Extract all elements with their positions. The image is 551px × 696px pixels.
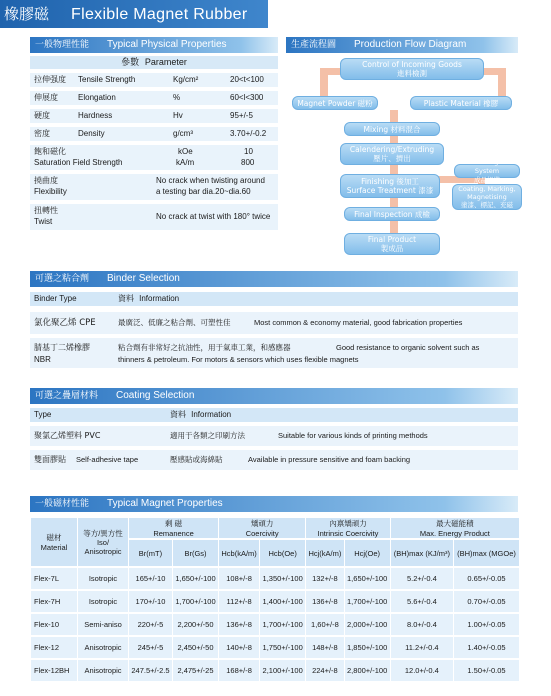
energy-cn: 最大磁能積 (436, 519, 474, 528)
table-cell: 220+/-5 (129, 614, 172, 635)
col-material (31, 518, 77, 566)
calendering-cn: 壓片、擠出 (373, 154, 411, 163)
magnet-head-cn: 一般磁材性能 (35, 499, 90, 509)
subheader-cell: (BH)max (MGOe) (454, 540, 519, 566)
title-cn: 橡膠磁 (4, 5, 50, 23)
finishing-en2: Surface Treatment 漆漆 (346, 186, 434, 195)
property-name-cn: 撓曲度 (34, 176, 58, 185)
property-name-en: Density (78, 129, 105, 138)
coating-type: 雙面膠貼 (34, 455, 66, 464)
flow-step-incoming (340, 58, 484, 80)
table-cell: 1.50+/-0.05 (454, 660, 519, 681)
property-unit: kA/m (176, 158, 195, 167)
table-cell: 1,60+/-8 (306, 614, 343, 635)
table-cell: 148+/-8 (306, 637, 343, 658)
iso-en: Iso/ Anisotropic (84, 537, 122, 556)
finishing-en: Finishing 後加工 (361, 177, 419, 186)
property-value: a testing bar dia.20~dia.60 (156, 187, 251, 196)
property-value: No crack when twisting around (156, 176, 265, 185)
subheader-cell: (BH)max (KJ/m³) (391, 540, 453, 566)
col-energy (391, 518, 519, 538)
table-cell: 1.40+/-0.05 (454, 637, 519, 658)
property-unit: Hv (173, 111, 183, 120)
property-value: 10 (244, 147, 253, 156)
binder-type: 氯化聚乙烯 CPE (34, 318, 96, 328)
coating-col-info (170, 408, 231, 422)
icoer-en: Intrinsic Coercivity (317, 529, 379, 538)
subheader-cell: Hcb(kA/m) (219, 540, 259, 566)
property-name-cn: 密度 (34, 129, 50, 138)
table-cell: Semi-aniso (78, 614, 128, 635)
mounting-en: Mounting in System (467, 157, 507, 175)
binder-type: 腈基丁二烯橡膠 (34, 343, 90, 352)
table-row (31, 591, 519, 612)
subheader-cell: Hcb(Oe) (260, 540, 305, 566)
property-value: 60<l<300 (230, 93, 264, 102)
product-cn: 製成品 (380, 244, 404, 253)
coating-section-header (30, 388, 518, 404)
property-value: 20<t<100 (230, 75, 264, 84)
table-cell: 2,000+/-100 (345, 614, 390, 635)
property-value: 3.70+/-0.2 (230, 129, 267, 138)
material-cell: Flex-7L (31, 568, 77, 589)
table-cell: 1,650+/-100 (173, 568, 218, 589)
property-name-en: Hardness (78, 111, 113, 120)
property-unit: g/cm³ (173, 129, 193, 138)
table-cell: 1,750+/-100 (260, 637, 305, 658)
table-cell: 11.2+/-0.4 (391, 637, 453, 658)
table-cell: 5.6+/-0.4 (391, 591, 453, 612)
property-unit: % (173, 93, 181, 102)
physical-head-en: Typical Physical Properties (107, 39, 227, 50)
magnet-section-header (30, 496, 518, 512)
col-coercivity (219, 518, 305, 538)
calendering-en: Calendering/Extruding (349, 145, 435, 154)
flow-step-product (344, 233, 440, 255)
table-cell: Isotropic (78, 591, 128, 612)
subheader-cell: Hcj(kA/m) (306, 540, 343, 566)
property-name-en: Flexibility (34, 187, 67, 196)
table-cell: 2,800+/-100 (345, 660, 390, 681)
physical-head-cn: 一般物理性能 (35, 40, 90, 50)
binder-info-en2: thinners & petroleum. For motors & sensors which uses flexible magnets (118, 355, 359, 364)
table-cell: 245+/-5 (129, 637, 172, 658)
binder-head-en: Binder Selection (107, 273, 180, 284)
material-cell: Flex-10 (31, 614, 77, 635)
property-unit: Kg/cm² (173, 75, 199, 84)
coating-en2: Magnetising (467, 193, 507, 201)
property-name-cn: 硬度 (34, 111, 50, 120)
property-name-en: Saturation Field Strength (34, 158, 123, 167)
mixing-label: Mixing 材料混合 (363, 124, 421, 134)
binder-header-row (30, 292, 518, 306)
property-name-cn: 伸展度 (34, 93, 58, 102)
table-row (31, 568, 519, 589)
table-cell: Anisotropic (78, 637, 128, 658)
table-cell: 1.00+/-0.05 (454, 614, 519, 635)
table-row (31, 614, 519, 635)
coating-cn: 塗漆、標記、充磁 (461, 201, 513, 209)
table-cell: 108+/-8 (219, 568, 259, 589)
flow-step-calendering (340, 143, 444, 165)
table-cell: 112+/-8 (219, 591, 259, 612)
material-cell: Flex-12BH (31, 660, 77, 681)
inspection-label: Final Inspection 成檢 (354, 209, 430, 219)
binder-col-info-en: Information (139, 294, 180, 303)
binder-col-info-cn: 資料 (118, 294, 134, 303)
energy-en: Max. Energy Product (419, 529, 490, 538)
binder-col-type: Binder Type (34, 294, 77, 303)
flow-step-mixing (344, 122, 440, 136)
physical-row (30, 127, 278, 141)
property-name-cn: 拉伸强度 (34, 75, 66, 84)
table-row (31, 637, 519, 658)
binder-head-cn: 可選之粘合劑 (35, 274, 90, 284)
coating-col-type: Type (34, 410, 52, 419)
coer-en: Coercivity (245, 529, 279, 538)
title-en: Flexible Magnet Rubber (71, 6, 248, 23)
material-cell: Flex-12 (31, 637, 77, 658)
binder-info-cn: 粘合劑有非常好之抗油性，用于氣車工業，和感應器 (118, 343, 291, 352)
physical-row (30, 174, 278, 200)
binder-info-en: Good resistance to organic solvent such as (336, 343, 480, 352)
coating-header-row (30, 408, 518, 422)
binder-row (30, 312, 518, 334)
material-en: Material (40, 543, 68, 552)
binder-type-en: NBR (34, 355, 51, 364)
table-cell: 1,350+/-100 (260, 568, 305, 589)
table-cell: 0.70+/-0.05 (454, 591, 519, 612)
physical-row (30, 91, 278, 105)
magnet-head-en: Typical Magnet Properties (107, 498, 223, 509)
coating-info-en: Available in pressure sensitive and foam backing (248, 455, 411, 464)
magnet-properties-table (30, 516, 520, 683)
coating-head-en: Coating Selection (116, 390, 195, 401)
incoming-cn: 進料檢測 (397, 69, 427, 78)
coating-info-cn: 適用于各類之印刷方法 (170, 431, 245, 440)
table-cell: 170+/-10 (129, 591, 172, 612)
table-cell: 2,450+/-50 (173, 637, 218, 658)
physical-row (30, 73, 278, 87)
flow-section-header (286, 37, 518, 53)
product-en: Final Product (367, 235, 417, 244)
page-title (0, 0, 268, 28)
coating-head-cn: 可選之疊層材料 (35, 391, 99, 401)
mounting-cn: 成品組裝 (474, 175, 500, 184)
param-en: Parameter (144, 57, 187, 67)
plastic-label: Plastic Material 橡膠 (423, 98, 499, 108)
physical-row (30, 204, 278, 230)
magnet-table-body (31, 568, 519, 681)
table-row (31, 660, 519, 681)
table-cell: 140+/-8 (219, 637, 259, 658)
coating-info-en: Suitable for various kinds of printing methods (278, 431, 428, 440)
coating-row (30, 426, 518, 446)
rem-en: Remanence (153, 529, 194, 538)
table-cell: 247.5+/-2.5 (129, 660, 172, 681)
coating-type: 聚氯乙烯塑料 PVC (34, 431, 101, 440)
col-iso (78, 518, 128, 566)
flow-step-inspection (344, 207, 440, 221)
flow-step-coating (452, 184, 522, 210)
binder-section-header (30, 271, 518, 287)
table-cell: Isotropic (78, 568, 128, 589)
table-cell: 1,650+/-100 (345, 568, 390, 589)
property-value: 95+/-5 (230, 111, 253, 120)
flow-step-powder (292, 96, 378, 110)
coating-col-info-cn: 資料 (170, 410, 186, 419)
table-cell: 1,400+/-100 (260, 591, 305, 612)
subheader-cell: Hcj(Oe) (345, 540, 390, 566)
incoming-en: Control of Incoming Goods (362, 60, 462, 69)
flow-step-finishing (340, 174, 440, 198)
physical-section-header (30, 37, 278, 53)
binder-info-en: Most common & economy material, good fabrication properties (254, 318, 463, 327)
parameter-header (30, 56, 278, 69)
table-cell: 136+/-8 (219, 614, 259, 635)
rem-cn: 剩 磁 (164, 519, 183, 528)
property-unit: kOe (178, 147, 193, 156)
col-intrinsic-coercivity (306, 518, 389, 538)
coer-cn: 矯頑力 (250, 519, 274, 528)
table-cell: 2,100+/-100 (260, 660, 305, 681)
table-cell: 1,700+/-100 (345, 591, 390, 612)
coating-col-info-en: Information (191, 410, 232, 419)
icoer-cn: 內禀矯頑力 (329, 519, 367, 528)
coating-en: Coating, Marking, (458, 185, 516, 193)
material-cn: 磁材 (46, 533, 62, 542)
physical-row (30, 109, 278, 123)
col-remanence (129, 518, 218, 538)
powder-label: Magnet Powder 磁粉 (297, 98, 373, 108)
table-cell: 1,700+/-100 (173, 591, 218, 612)
property-name-cn: 飽和磁化 (34, 147, 66, 156)
property-name-en: Elongation (78, 93, 116, 102)
param-cn: 參數 (121, 58, 140, 68)
property-name-cn: 扭轉性 (34, 206, 58, 215)
table-cell: 8.0+/-0.4 (391, 614, 453, 635)
binder-col-info (118, 292, 179, 306)
physical-row (30, 145, 278, 170)
flow-step-plastic (410, 96, 512, 110)
coating-info-cn: 壓感貼或海綿貼 (170, 455, 223, 464)
property-value: No crack at twist with 180° twice (156, 212, 271, 221)
subheader-cell: Br(mT) (129, 540, 172, 566)
table-cell: 5.2+/-0.4 (391, 568, 453, 589)
table-cell: 0.65+/-0.05 (454, 568, 519, 589)
table-cell: 12.0+/-0.4 (391, 660, 453, 681)
property-value: 800 (241, 158, 255, 167)
binder-info-cn: 最廣泛、低廉之粘合劑、可塑性佳 (118, 318, 231, 327)
table-cell: 136+/-8 (306, 591, 343, 612)
binder-row (30, 338, 518, 368)
table-cell: 2,475+/-25 (173, 660, 218, 681)
material-cell: Flex-7H (31, 591, 77, 612)
table-cell: 1,850+/-100 (345, 637, 390, 658)
flow-head-en: Production Flow Diagram (354, 39, 467, 50)
table-cell: Anisotropic (78, 660, 128, 681)
property-name-en: Twist (34, 217, 53, 226)
iso-cn: 等方/異方性 (83, 528, 123, 538)
coating-row (30, 450, 518, 470)
property-name-en: Tensile Strength (78, 75, 136, 84)
flow-head-cn: 生產流程圖 (291, 40, 337, 50)
table-cell: 2,200+/-50 (173, 614, 218, 635)
table-cell: 165+/-10 (129, 568, 172, 589)
table-cell: 1,700+/-100 (260, 614, 305, 635)
table-cell: 132+/-8 (306, 568, 343, 589)
subheader-cell: Br(Gs) (173, 540, 218, 566)
table-cell: 168+/-8 (219, 660, 259, 681)
flow-step-mounting (454, 157, 520, 184)
table-cell: 224+/-8 (306, 660, 343, 681)
coating-type-en: Self-adhesive tape (76, 455, 139, 464)
